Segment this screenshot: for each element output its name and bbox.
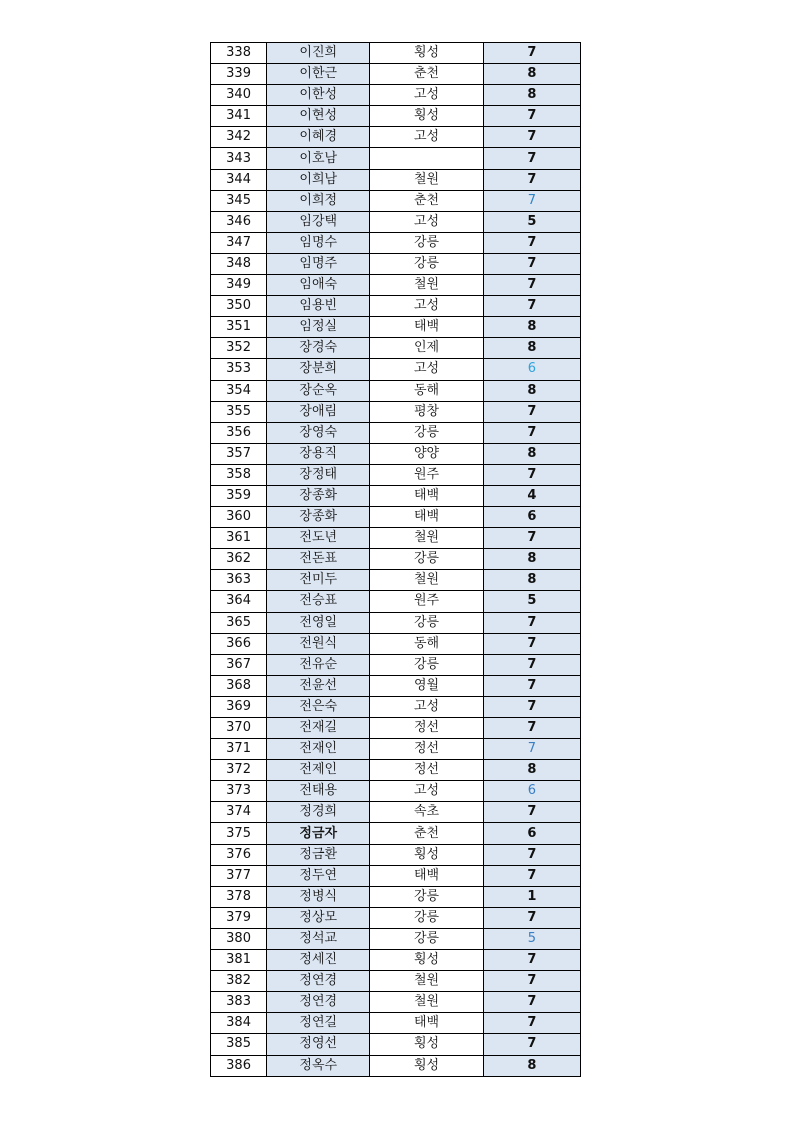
- region-cell: 강릉: [370, 422, 483, 443]
- table-row: [211, 528, 581, 549]
- row-number-cell: 378: [211, 886, 267, 907]
- row-number-cell: 340: [211, 85, 267, 106]
- score-cell: 8: [483, 1055, 580, 1076]
- name-cell: 정두연: [267, 865, 370, 886]
- table-row: [211, 591, 581, 612]
- name-cell: 이희정: [267, 190, 370, 211]
- region-cell: 강릉: [370, 654, 483, 675]
- region-cell: 철원: [370, 570, 483, 591]
- table-row: [211, 296, 581, 317]
- name-cell: 임강택: [267, 211, 370, 232]
- name-cell: 전은숙: [267, 696, 370, 717]
- region-cell: 고성: [370, 359, 483, 380]
- score-cell: 7: [483, 654, 580, 675]
- table-row: [211, 950, 581, 971]
- score-cell: 7: [483, 992, 580, 1013]
- table-row: [211, 654, 581, 675]
- score-cell: 5: [483, 211, 580, 232]
- score-cell: 7: [483, 190, 580, 211]
- row-number-cell: 376: [211, 844, 267, 865]
- score-cell: 8: [483, 549, 580, 570]
- table-row: [211, 253, 581, 274]
- region-cell: [370, 148, 483, 169]
- region-cell: 춘천: [370, 190, 483, 211]
- row-number-cell: 339: [211, 64, 267, 85]
- score-cell: 7: [483, 253, 580, 274]
- region-cell: 원주: [370, 591, 483, 612]
- row-number-cell: 356: [211, 422, 267, 443]
- row-number-cell: 364: [211, 591, 267, 612]
- row-number-cell: 338: [211, 43, 267, 64]
- name-cell: 이호남: [267, 148, 370, 169]
- table-row: [211, 781, 581, 802]
- score-cell: 7: [483, 127, 580, 148]
- row-number-cell: 345: [211, 190, 267, 211]
- region-cell: 정선: [370, 760, 483, 781]
- table-row: [211, 127, 581, 148]
- row-number-cell: 384: [211, 1013, 267, 1034]
- table-row: [211, 802, 581, 823]
- score-cell: 7: [483, 232, 580, 253]
- row-number-cell: 379: [211, 907, 267, 928]
- region-cell: 속초: [370, 802, 483, 823]
- score-cell: 7: [483, 422, 580, 443]
- results-table-body: [211, 43, 581, 1077]
- table-row: [211, 338, 581, 359]
- region-cell: 정선: [370, 718, 483, 739]
- region-cell: 횡성: [370, 1034, 483, 1055]
- name-cell: 전재길: [267, 718, 370, 739]
- score-cell: 6: [483, 507, 580, 528]
- name-cell: 정금환: [267, 844, 370, 865]
- score-cell: 5: [483, 928, 580, 949]
- table-row: [211, 633, 581, 654]
- region-cell: 강릉: [370, 612, 483, 633]
- row-number-cell: 362: [211, 549, 267, 570]
- region-cell: 철원: [370, 528, 483, 549]
- table-row: [211, 380, 581, 401]
- region-cell: 횡성: [370, 43, 483, 64]
- name-cell: 임명주: [267, 253, 370, 274]
- score-cell: 8: [483, 570, 580, 591]
- region-cell: 고성: [370, 85, 483, 106]
- score-cell: 7: [483, 802, 580, 823]
- table-row: [211, 507, 581, 528]
- row-number-cell: 353: [211, 359, 267, 380]
- table-row: [211, 422, 581, 443]
- name-cell: 전재인: [267, 739, 370, 760]
- score-cell: 1: [483, 886, 580, 907]
- table-row: [211, 865, 581, 886]
- name-cell: 정연경: [267, 992, 370, 1013]
- table-row: [211, 570, 581, 591]
- score-cell: 7: [483, 528, 580, 549]
- row-number-cell: 369: [211, 696, 267, 717]
- score-cell: 7: [483, 739, 580, 760]
- table-row: [211, 106, 581, 127]
- table-row: [211, 211, 581, 232]
- region-cell: 태백: [370, 1013, 483, 1034]
- score-cell: 7: [483, 865, 580, 886]
- score-cell: 7: [483, 844, 580, 865]
- name-cell: 정연경: [267, 971, 370, 992]
- results-table: [210, 42, 581, 1077]
- table-row: [211, 718, 581, 739]
- name-cell: 이한성: [267, 85, 370, 106]
- score-cell: 7: [483, 612, 580, 633]
- name-cell: 전승표: [267, 591, 370, 612]
- row-number-cell: 347: [211, 232, 267, 253]
- name-cell: 정옥수: [267, 1055, 370, 1076]
- table-row: [211, 907, 581, 928]
- name-cell: 전원식: [267, 633, 370, 654]
- name-cell: 이희남: [267, 169, 370, 190]
- row-number-cell: 359: [211, 485, 267, 506]
- region-cell: 원주: [370, 464, 483, 485]
- region-cell: 강릉: [370, 549, 483, 570]
- table-row: [211, 696, 581, 717]
- score-cell: 7: [483, 464, 580, 485]
- table-row: [211, 464, 581, 485]
- row-number-cell: 361: [211, 528, 267, 549]
- score-cell: 8: [483, 338, 580, 359]
- score-cell: 6: [483, 823, 580, 844]
- row-number-cell: 349: [211, 275, 267, 296]
- row-number-cell: 363: [211, 570, 267, 591]
- row-number-cell: 368: [211, 675, 267, 696]
- score-cell: 8: [483, 85, 580, 106]
- table-row: [211, 359, 581, 380]
- table-row: [211, 760, 581, 781]
- row-number-cell: 342: [211, 127, 267, 148]
- name-cell: 장종화: [267, 507, 370, 528]
- table-row: [211, 971, 581, 992]
- name-cell: 장순옥: [267, 380, 370, 401]
- region-cell: 인제: [370, 338, 483, 359]
- region-cell: 춘천: [370, 64, 483, 85]
- row-number-cell: 343: [211, 148, 267, 169]
- name-cell: 전윤선: [267, 675, 370, 696]
- name-cell: 정병식: [267, 886, 370, 907]
- table-row: [211, 886, 581, 907]
- score-cell: 7: [483, 950, 580, 971]
- name-cell: 전도년: [267, 528, 370, 549]
- table-row: [211, 992, 581, 1013]
- name-cell: 이현성: [267, 106, 370, 127]
- name-cell: 이혜경: [267, 127, 370, 148]
- row-number-cell: 354: [211, 380, 267, 401]
- score-cell: 7: [483, 296, 580, 317]
- name-cell: 정경희: [267, 802, 370, 823]
- score-cell: 7: [483, 43, 580, 64]
- table-row: [211, 317, 581, 338]
- region-cell: 강릉: [370, 232, 483, 253]
- region-cell: 고성: [370, 781, 483, 802]
- table-row: [211, 275, 581, 296]
- table-row: [211, 612, 581, 633]
- score-cell: 7: [483, 971, 580, 992]
- region-cell: 고성: [370, 127, 483, 148]
- region-cell: 강릉: [370, 253, 483, 274]
- table-row: [211, 1055, 581, 1076]
- row-number-cell: 386: [211, 1055, 267, 1076]
- row-number-cell: 370: [211, 718, 267, 739]
- name-cell: 정금자: [267, 823, 370, 844]
- name-cell: 정석교: [267, 928, 370, 949]
- row-number-cell: 377: [211, 865, 267, 886]
- row-number-cell: 344: [211, 169, 267, 190]
- region-cell: 양양: [370, 443, 483, 464]
- row-number-cell: 351: [211, 317, 267, 338]
- score-cell: 7: [483, 1034, 580, 1055]
- row-number-cell: 341: [211, 106, 267, 127]
- region-cell: 철원: [370, 169, 483, 190]
- table-row: [211, 928, 581, 949]
- name-cell: 전영일: [267, 612, 370, 633]
- table-row: [211, 1034, 581, 1055]
- row-number-cell: 380: [211, 928, 267, 949]
- table-row: [211, 739, 581, 760]
- row-number-cell: 352: [211, 338, 267, 359]
- row-number-cell: 381: [211, 950, 267, 971]
- row-number-cell: 346: [211, 211, 267, 232]
- table-row: [211, 190, 581, 211]
- score-cell: 5: [483, 591, 580, 612]
- row-number-cell: 371: [211, 739, 267, 760]
- table-row: [211, 549, 581, 570]
- score-cell: 8: [483, 317, 580, 338]
- region-cell: 태백: [370, 485, 483, 506]
- score-cell: 7: [483, 169, 580, 190]
- region-cell: 횡성: [370, 1055, 483, 1076]
- score-cell: 7: [483, 106, 580, 127]
- score-cell: 7: [483, 675, 580, 696]
- score-cell: 7: [483, 401, 580, 422]
- region-cell: 동해: [370, 633, 483, 654]
- table-row: [211, 43, 581, 64]
- name-cell: 정상모: [267, 907, 370, 928]
- name-cell: 장애림: [267, 401, 370, 422]
- table-row: [211, 64, 581, 85]
- region-cell: 횡성: [370, 106, 483, 127]
- row-number-cell: 348: [211, 253, 267, 274]
- table-row: [211, 844, 581, 865]
- row-number-cell: 357: [211, 443, 267, 464]
- score-cell: 8: [483, 64, 580, 85]
- region-cell: 춘천: [370, 823, 483, 844]
- table-row: [211, 169, 581, 190]
- row-number-cell: 375: [211, 823, 267, 844]
- row-number-cell: 355: [211, 401, 267, 422]
- name-cell: 임애숙: [267, 275, 370, 296]
- region-cell: 영월: [370, 675, 483, 696]
- row-number-cell: 360: [211, 507, 267, 528]
- score-cell: 7: [483, 148, 580, 169]
- region-cell: 횡성: [370, 844, 483, 865]
- table-row: [211, 401, 581, 422]
- name-cell: 장분희: [267, 359, 370, 380]
- region-cell: 태백: [370, 865, 483, 886]
- name-cell: 이한근: [267, 64, 370, 85]
- score-cell: 6: [483, 781, 580, 802]
- row-number-cell: 365: [211, 612, 267, 633]
- name-cell: 장정태: [267, 464, 370, 485]
- region-cell: 태백: [370, 317, 483, 338]
- region-cell: 철원: [370, 992, 483, 1013]
- region-cell: 고성: [370, 296, 483, 317]
- row-number-cell: 350: [211, 296, 267, 317]
- table-row: [211, 148, 581, 169]
- region-cell: 태백: [370, 507, 483, 528]
- region-cell: 횡성: [370, 950, 483, 971]
- row-number-cell: 383: [211, 992, 267, 1013]
- name-cell: 장영숙: [267, 422, 370, 443]
- name-cell: 정영선: [267, 1034, 370, 1055]
- row-number-cell: 367: [211, 654, 267, 675]
- name-cell: 전미두: [267, 570, 370, 591]
- region-cell: 고성: [370, 696, 483, 717]
- name-cell: 전태용: [267, 781, 370, 802]
- region-cell: 동해: [370, 380, 483, 401]
- name-cell: 임용빈: [267, 296, 370, 317]
- name-cell: 장종화: [267, 485, 370, 506]
- region-cell: 강릉: [370, 886, 483, 907]
- table-row: [211, 675, 581, 696]
- score-cell: 8: [483, 760, 580, 781]
- region-cell: 평창: [370, 401, 483, 422]
- row-number-cell: 374: [211, 802, 267, 823]
- score-cell: 7: [483, 633, 580, 654]
- row-number-cell: 382: [211, 971, 267, 992]
- name-cell: 장용직: [267, 443, 370, 464]
- row-number-cell: 366: [211, 633, 267, 654]
- row-number-cell: 372: [211, 760, 267, 781]
- score-cell: 7: [483, 718, 580, 739]
- region-cell: 철원: [370, 971, 483, 992]
- score-cell: 4: [483, 485, 580, 506]
- region-cell: 강릉: [370, 928, 483, 949]
- score-cell: 8: [483, 443, 580, 464]
- score-cell: 7: [483, 907, 580, 928]
- row-number-cell: 373: [211, 781, 267, 802]
- region-cell: 정선: [370, 739, 483, 760]
- region-cell: 강릉: [370, 907, 483, 928]
- row-number-cell: 385: [211, 1034, 267, 1055]
- name-cell: 전유순: [267, 654, 370, 675]
- table-row: [211, 485, 581, 506]
- score-cell: 6: [483, 359, 580, 380]
- table-row: [211, 443, 581, 464]
- region-cell: 고성: [370, 211, 483, 232]
- region-cell: 철원: [370, 275, 483, 296]
- name-cell: 이진희: [267, 43, 370, 64]
- name-cell: 임명수: [267, 232, 370, 253]
- score-cell: 7: [483, 696, 580, 717]
- table-row: [211, 823, 581, 844]
- score-cell: 8: [483, 380, 580, 401]
- table-row: [211, 1013, 581, 1034]
- name-cell: 전돈표: [267, 549, 370, 570]
- name-cell: 전제인: [267, 760, 370, 781]
- name-cell: 임정실: [267, 317, 370, 338]
- name-cell: 장경숙: [267, 338, 370, 359]
- table-row: [211, 85, 581, 106]
- score-cell: 7: [483, 275, 580, 296]
- name-cell: 정세진: [267, 950, 370, 971]
- score-cell: 7: [483, 1013, 580, 1034]
- table-row: [211, 232, 581, 253]
- name-cell: 정연길: [267, 1013, 370, 1034]
- row-number-cell: 358: [211, 464, 267, 485]
